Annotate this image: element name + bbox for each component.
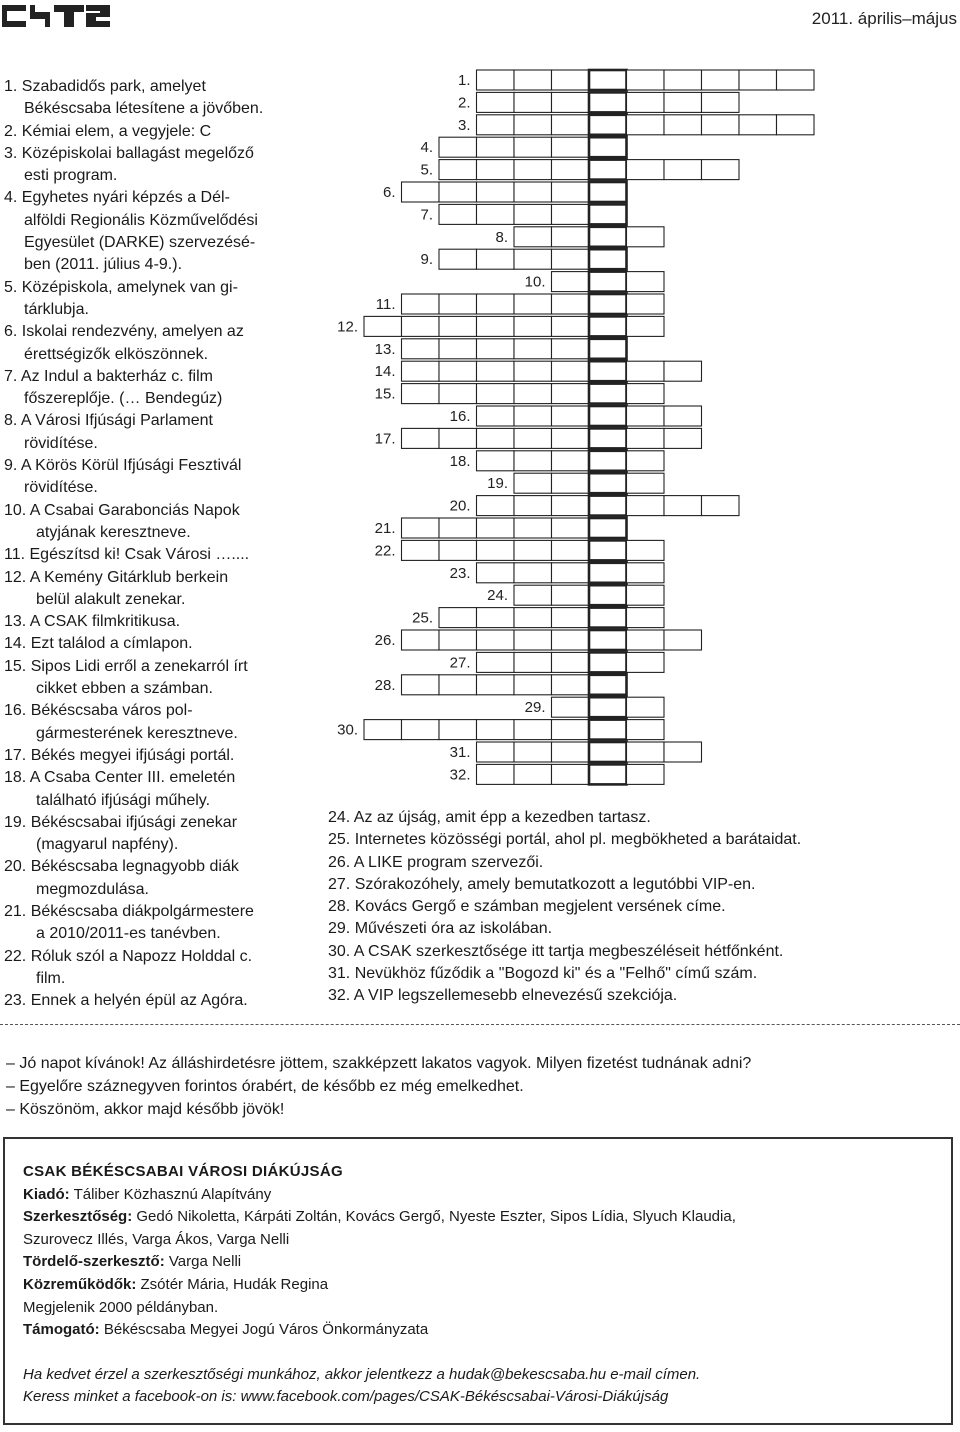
clue-left-line: 23. Ennek a helyén épül az Agóra.	[4, 992, 248, 1010]
crossword-cell[interactable]	[439, 204, 477, 224]
crossword-cell[interactable]	[514, 160, 552, 180]
crossword-cell[interactable]	[627, 428, 665, 448]
grid-row-number: 5.	[420, 161, 433, 179]
crossword-cell[interactable]	[552, 227, 590, 247]
crossword-cell[interactable]	[739, 70, 777, 90]
clue-left-line: 17. Békés megyei ifjúsági portál.	[4, 746, 235, 764]
imprint-sponsor: Támogató: Békéscsaba Megyei Jogú Város Önkormányzata	[23, 1321, 429, 1339]
crossword-cell[interactable]	[627, 451, 665, 471]
clue-left-line: 16. Békéscsaba város pol-	[4, 702, 193, 720]
clues-right	[328, 807, 948, 1008]
clue-left-line: tárklubja.	[24, 300, 89, 318]
crossword-cell[interactable]	[664, 361, 702, 381]
crossword-cell[interactable]	[477, 563, 515, 583]
crossword-cell[interactable]	[589, 563, 627, 583]
crossword-cell[interactable]	[514, 204, 552, 224]
crossword-cell[interactable]	[589, 764, 627, 784]
crossword-cell[interactable]	[514, 585, 552, 605]
grid-row-number: 28.	[374, 676, 396, 694]
clue-left-line: rövidítése.	[24, 434, 98, 452]
clue-left-line: 7. Az Indul a bakterház c. film	[4, 367, 213, 385]
crossword-cell[interactable]	[664, 160, 702, 180]
crossword-cell[interactable]	[702, 496, 740, 516]
crossword-cell[interactable]	[552, 249, 590, 269]
crossword-cell[interactable]	[552, 742, 590, 762]
imprint-box	[3, 1137, 953, 1425]
clue-right-line: 30. A CSAK szerkesztősége itt tartja megbeszéléseit hétfőnként.	[328, 942, 784, 960]
crossword-cell[interactable]	[477, 92, 515, 112]
grid-row-number: 2.	[457, 94, 471, 112]
clue-right-line: 26. A LIKE program szervezői.	[328, 853, 544, 871]
crossword-cell[interactable]	[552, 92, 590, 112]
grid-row-number: 29.	[524, 699, 546, 717]
crossword-cell[interactable]	[439, 361, 477, 381]
clue-left-line: érettségizők elköszönnek.	[24, 345, 209, 363]
crossword-cell[interactable]	[439, 428, 477, 448]
imprint-note-email: Ha kedvet érzel a szerkesztőségi munkához, akkor jelentkezz a hudak@bekescsaba.hu e-mail címen.	[23, 1365, 701, 1383]
crossword-cell[interactable]	[589, 384, 627, 404]
crossword-cell[interactable]	[477, 764, 515, 784]
crossword-cell[interactable]	[627, 406, 665, 426]
crossword-cell[interactable]	[777, 70, 815, 90]
crossword-cell[interactable]	[589, 720, 627, 740]
crossword-cell[interactable]	[402, 294, 440, 314]
crossword-cell[interactable]	[552, 272, 590, 292]
crossword-cell[interactable]	[589, 608, 627, 628]
clue-left-line: cikket ebben a számban.	[36, 680, 213, 698]
crossword-cell[interactable]	[664, 428, 702, 448]
crossword-cell[interactable]	[477, 451, 515, 471]
imprint-title: CSAK BÉKÉSCSABAI VÁROSI DIÁKÚJSÁG	[23, 1163, 343, 1180]
crossword-cell[interactable]	[664, 406, 702, 426]
clue-left-line: (magyarul napfény).	[36, 836, 179, 854]
crossword-cell[interactable]	[402, 630, 440, 650]
crossword-cell[interactable]	[627, 742, 665, 762]
crossword-cell[interactable]	[627, 115, 665, 135]
crossword-cell[interactable]	[664, 496, 702, 516]
crossword-cell[interactable]	[477, 384, 515, 404]
crossword-cell[interactable]	[627, 384, 665, 404]
crossword-cell[interactable]	[702, 115, 740, 135]
crossword-cell[interactable]	[552, 652, 590, 672]
crossword-cell[interactable]	[477, 608, 515, 628]
clue-left-line: belül alakult zenekar.	[36, 590, 186, 608]
crossword-cell[interactable]	[589, 137, 627, 157]
crossword-cell[interactable]	[552, 563, 590, 583]
crossword-cell[interactable]	[477, 182, 515, 202]
imprint-publisher: Kiadó: Táliber Közhasznú Alapítvány	[23, 1185, 272, 1203]
crossword-cell[interactable]	[589, 652, 627, 672]
crossword-cell[interactable]	[477, 160, 515, 180]
grid-row-number: 16.	[449, 408, 471, 425]
clue-left-line: 18. A Csaba Center III. emeletén	[4, 769, 236, 787]
crossword-cell[interactable]	[477, 428, 515, 448]
crossword-cell[interactable]	[552, 540, 590, 560]
crossword-cell[interactable]	[514, 137, 552, 157]
imprint-layout-editor: Tördelő-szerkesztő: Varga Nelli	[23, 1253, 242, 1271]
crossword-cell[interactable]	[552, 384, 590, 404]
grid-row-number: 17.	[374, 430, 396, 448]
crossword-cell[interactable]	[514, 540, 552, 560]
crossword-cell[interactable]	[439, 160, 477, 180]
crossword-cell[interactable]	[439, 249, 477, 269]
crossword-cell[interactable]	[477, 316, 515, 336]
crossword-cell[interactable]	[552, 675, 590, 695]
grid-row-number: 30.	[337, 721, 358, 739]
crossword-cell[interactable]	[589, 115, 627, 135]
crossword-cell[interactable]	[589, 227, 627, 247]
crossword-cell[interactable]	[664, 70, 702, 90]
crossword-cell[interactable]	[514, 630, 552, 650]
clue-left-line: 9. A Körös Körül Ifjúsági Fesztivál	[4, 457, 242, 475]
crossword-cell[interactable]	[589, 249, 627, 269]
joke-dialog	[6, 1052, 946, 1121]
crossword-cell[interactable]	[552, 204, 590, 224]
crossword-cell[interactable]	[477, 204, 515, 224]
crossword-cell[interactable]	[702, 70, 740, 90]
crossword-cell[interactable]	[477, 742, 515, 762]
grid-row-number: 12.	[337, 318, 358, 336]
clue-right-line: 25. Internetes közösségi portál, ahol pl. megbökheted a barátaidat.	[328, 831, 802, 849]
crossword-cell[interactable]	[589, 428, 627, 448]
crossword-cell[interactable]	[402, 361, 440, 381]
crossword-cell[interactable]	[589, 92, 627, 112]
grid-row-number: 18.	[449, 452, 471, 470]
crossword-cell[interactable]	[552, 764, 590, 784]
crossword-cell[interactable]	[477, 115, 515, 135]
clue-right-line: 32. A VIP legszellemesebb elnevezésű szekciója.	[328, 987, 678, 1005]
crossword-cell[interactable]	[514, 361, 552, 381]
crossword-cell[interactable]	[402, 384, 440, 404]
crossword-cell[interactable]	[627, 720, 665, 740]
crossword-cell[interactable]	[589, 697, 627, 717]
crossword-cell[interactable]	[514, 608, 552, 628]
grid-row-number: 1.	[457, 72, 471, 89]
crossword-cell[interactable]	[477, 675, 515, 695]
crossword-cell[interactable]	[552, 160, 590, 180]
crossword-cell[interactable]	[552, 451, 590, 471]
crossword-cell[interactable]	[627, 496, 665, 516]
crossword-cell[interactable]	[514, 652, 552, 672]
crossword-cell[interactable]	[627, 630, 665, 650]
grid-row-number: 9.	[420, 251, 433, 269]
crossword-cell[interactable]	[664, 115, 702, 135]
crossword-cell[interactable]	[477, 540, 515, 560]
crossword-cell[interactable]	[477, 496, 515, 516]
crossword-cell[interactable]	[477, 518, 515, 538]
crossword-cell[interactable]	[589, 294, 627, 314]
crossword-cell[interactable]	[589, 316, 627, 336]
crossword-cell[interactable]	[552, 361, 590, 381]
crossword-cell[interactable]	[664, 92, 702, 112]
clue-left-line: 5. Középiskola, amelynek van gi-	[4, 278, 238, 296]
imprint-contributors: Közreműködők: Zsótér Mária, Hudák Regina	[23, 1275, 329, 1293]
grid-row-number: 13.	[374, 340, 396, 358]
crossword-cell[interactable]	[552, 115, 590, 135]
grid-row-number: 23.	[449, 564, 471, 582]
grid-row-number: 27.	[449, 654, 471, 672]
crossword-cell[interactable]	[439, 675, 477, 695]
clue-left-line: 22. Róluk szól a Napozz Holddal c.	[4, 947, 253, 965]
crossword-cell[interactable]	[439, 137, 477, 157]
crossword-cell[interactable]	[439, 630, 477, 650]
crossword-cell[interactable]	[552, 294, 590, 314]
crossword-cell[interactable]	[589, 160, 627, 180]
clue-left-line: 4. Egyhetes nyári képzés a Dél-	[4, 189, 230, 207]
imprint-editors-cont: Szurovecz Illés, Varga Ákos, Varga Nelli	[23, 1230, 290, 1248]
crossword-cell[interactable]	[514, 675, 552, 695]
crossword-cell[interactable]	[552, 608, 590, 628]
crossword-cell[interactable]	[477, 294, 515, 314]
crossword-cell[interactable]	[589, 540, 627, 560]
clue-left-line: alföldi Regionális Közművelődési	[24, 211, 258, 229]
clue-right-line: 28. Kovács Gergő e számban megjelent versének címe.	[328, 898, 726, 916]
crossword-cell[interactable]	[589, 70, 627, 90]
crossword-cell[interactable]	[589, 204, 627, 224]
clue-left-line: rövidítése.	[24, 479, 98, 497]
grid-row-number: 7.	[420, 206, 433, 224]
crossword-cell[interactable]	[552, 182, 590, 202]
crossword-cell[interactable]	[477, 137, 515, 157]
crossword-cell[interactable]	[627, 294, 665, 314]
crossword-cell[interactable]	[552, 137, 590, 157]
crossword-cell[interactable]	[477, 720, 515, 740]
crossword-cell[interactable]	[589, 496, 627, 516]
grid-row-number: 6.	[382, 184, 396, 201]
crossword-cell[interactable]	[627, 540, 665, 560]
clue-left-line: 19. Békéscsabai ifjúsági zenekar	[4, 813, 238, 831]
clue-left-line: megmozdulása.	[36, 880, 149, 898]
grid-row-number: 31.	[449, 744, 471, 761]
clue-left-line: 3. Középiskolai ballagást megelőző	[4, 144, 254, 162]
crossword-cell[interactable]	[589, 451, 627, 471]
crossword-cell[interactable]	[627, 92, 665, 112]
crossword-cell[interactable]	[664, 630, 702, 650]
crossword-cell[interactable]	[477, 630, 515, 650]
grid-row-number: 26.	[374, 632, 396, 649]
crossword-cell[interactable]	[402, 540, 440, 560]
dialog-line: – Köszönöm, akkor majd később jövök!	[6, 1101, 285, 1118]
crossword-cell[interactable]	[514, 496, 552, 516]
crossword-cell[interactable]	[514, 182, 552, 202]
clue-right-line: 24. Az az újság, amit épp a kezedben tartasz.	[328, 809, 651, 826]
imprint-editors: Szerkesztőség: Gedó Nikoletta, Kárpáti Zoltán, Kovács Gergő, Nyeste Eszter, Sipos Lídia, Slyuch Klaudia,	[23, 1208, 736, 1226]
imprint-circulation: Megjelenik 2000 példányban.	[23, 1298, 219, 1316]
clue-left-line: 13. A CSAK filmkritikusa.	[4, 613, 181, 631]
grid-row-number: 21.	[374, 520, 396, 537]
crossword-cell[interactable]	[439, 384, 477, 404]
crossword-cell[interactable]	[477, 406, 515, 426]
crossword-cell[interactable]	[514, 294, 552, 314]
crossword-cell[interactable]	[402, 182, 440, 202]
crossword-cell[interactable]	[552, 406, 590, 426]
clue-left-line: 14. Ezt találod a címlapon.	[4, 635, 193, 653]
clue-left-line: 20. Békéscsaba legnagyobb diák	[4, 858, 239, 876]
issue-date: 2011. április–május	[811, 9, 957, 28]
crossword-cell[interactable]	[589, 585, 627, 605]
crossword-cell[interactable]	[514, 428, 552, 448]
crossword-cell[interactable]	[589, 406, 627, 426]
clue-left-line: található ifjúsági műhely.	[36, 791, 211, 809]
crossword-cell[interactable]	[627, 473, 665, 493]
grid-row-number: 4.	[420, 139, 433, 157]
clue-left-line: 21. Békéscsaba diákpolgármestere	[4, 902, 254, 920]
grid-row-number: 22.	[374, 542, 396, 560]
crossword-cell[interactable]	[439, 182, 477, 202]
crossword-cell[interactable]	[514, 316, 552, 336]
clue-left-line: 15. Sipos Lidi erről a zenekarról írt	[4, 657, 248, 675]
grid-row-number: 20.	[449, 497, 471, 515]
crossword-cell[interactable]	[514, 451, 552, 471]
dashed-divider	[0, 1024, 960, 1025]
crossword-cell[interactable]	[514, 227, 552, 247]
crossword-cell[interactable]	[552, 428, 590, 448]
crossword-cell[interactable]	[439, 720, 477, 740]
crossword-cell[interactable]	[514, 249, 552, 269]
crossword-cell[interactable]	[402, 428, 440, 448]
crossword-cell[interactable]	[777, 115, 815, 135]
crossword-cell[interactable]	[589, 473, 627, 493]
clue-left-line: 11. Egészítsd ki! Csak Városi …....	[4, 546, 250, 564]
clue-left-line: 10. A Csabai Garabonciás Napok	[4, 501, 240, 519]
clue-left-line: 1. Szabadidős park, amelyet	[4, 78, 206, 95]
clue-left-line: 6. Iskolai rendezvény, amelyen az	[4, 323, 244, 341]
crossword-cell[interactable]	[402, 675, 440, 695]
crossword-cell[interactable]	[552, 585, 590, 605]
grid-row-number: 19.	[487, 475, 508, 493]
imprint-note-facebook: Keress minket a facebook-on is: www.facebook.com/pages/CSAK-Békéscsabai-Városi-Diákújság	[23, 1388, 669, 1406]
crossword-cell[interactable]	[439, 540, 477, 560]
crossword-cell[interactable]	[552, 339, 590, 359]
crossword-cell[interactable]	[552, 496, 590, 516]
crossword-cell[interactable]	[739, 115, 777, 135]
crossword-cell[interactable]	[477, 361, 515, 381]
crossword-cell[interactable]	[439, 316, 477, 336]
clue-left-line: főszereplője. (… Bendegúz)	[24, 390, 223, 408]
crossword-cell[interactable]	[364, 316, 402, 336]
crossword-cell[interactable]	[439, 294, 477, 314]
crossword-cell[interactable]	[514, 720, 552, 740]
grid-row-number: 24.	[487, 587, 508, 605]
crossword-cell[interactable]	[589, 339, 627, 359]
crossword-cell[interactable]	[552, 316, 590, 336]
crossword-cell[interactable]	[552, 70, 590, 90]
crossword-cell[interactable]	[439, 518, 477, 538]
clue-left-line: 12. A Kemény Gitárklub berkein	[4, 568, 229, 586]
crossword-cell[interactable]	[702, 92, 740, 112]
crossword-cell[interactable]	[589, 630, 627, 650]
crossword-cell[interactable]	[627, 608, 665, 628]
crossword-cell[interactable]	[514, 563, 552, 583]
crossword-cell[interactable]	[627, 652, 665, 672]
grid-row-number: 3.	[457, 116, 471, 134]
crossword-cell[interactable]	[364, 720, 402, 740]
clue-right-line: 31. Nevükhöz fűződik a "Bogozd ki" és a "Felhő" című szám.	[328, 965, 758, 983]
crossword-cell[interactable]	[514, 92, 552, 112]
crossword-cell[interactable]	[439, 608, 477, 628]
crossword-cell[interactable]	[627, 697, 665, 717]
clue-right-line: 27. Szórakozóhely, amely bemutatkozott a legutóbbi VIP-en.	[328, 875, 756, 893]
crossword-cell[interactable]	[627, 361, 665, 381]
crossword-cell[interactable]	[589, 361, 627, 381]
crossword-cell[interactable]	[702, 160, 740, 180]
crossword-cell[interactable]	[514, 473, 552, 493]
crossword-cell[interactable]	[627, 70, 665, 90]
crossword-cell[interactable]	[589, 272, 627, 292]
clue-left-line: Békéscsaba létesítene a jövőben.	[24, 100, 264, 118]
crossword-cell[interactable]	[627, 764, 665, 784]
crossword-cell[interactable]	[552, 473, 590, 493]
clue-left-line: gármesterének keresztneve.	[36, 724, 238, 742]
crossword-cell[interactable]	[402, 518, 440, 538]
grid-row-number: 15.	[374, 385, 396, 403]
clue-right-line: 29. Művészeti óra az iskolában.	[328, 920, 553, 938]
crossword-cell[interactable]	[514, 70, 552, 90]
crossword-cell[interactable]	[627, 272, 665, 292]
crossword-cell[interactable]	[627, 227, 665, 247]
crossword-cell[interactable]	[664, 742, 702, 762]
crossword-cell[interactable]	[402, 316, 440, 336]
crossword-cell[interactable]	[627, 316, 665, 336]
crossword-cell[interactable]	[627, 563, 665, 583]
grid-row-number: 32.	[449, 766, 471, 784]
clue-left-line: atyjának keresztneve.	[36, 523, 191, 541]
clue-left-line: a 2010/2011-es tanévben.	[36, 925, 221, 943]
clue-left-line: esti program.	[24, 167, 118, 185]
crossword-cell[interactable]	[627, 585, 665, 605]
crossword-cell[interactable]	[514, 384, 552, 404]
clue-left-line: 2. Kémiai elem, a vegyjele: C	[4, 122, 212, 140]
crossword-cell[interactable]	[552, 720, 590, 740]
crossword-cell[interactable]	[552, 630, 590, 650]
grid-row-number: 14.	[374, 363, 396, 381]
grid-row-number: 25.	[412, 609, 433, 627]
grid-row-number: 10.	[524, 273, 546, 291]
crossword-cell[interactable]	[402, 720, 440, 740]
crossword-cell[interactable]	[627, 160, 665, 180]
crossword-cell[interactable]	[514, 742, 552, 762]
crossword-cell[interactable]	[514, 764, 552, 784]
crossword-cell[interactable]	[589, 742, 627, 762]
crossword-cell[interactable]	[552, 518, 590, 538]
crossword-cell[interactable]	[589, 518, 627, 538]
crossword-cell[interactable]	[477, 652, 515, 672]
crossword-cell[interactable]	[589, 182, 627, 202]
crossword-cell[interactable]	[514, 406, 552, 426]
crossword-cell[interactable]	[402, 339, 440, 359]
crossword-cell[interactable]	[477, 249, 515, 269]
grid-row-number: 11.	[375, 296, 396, 313]
clue-left-line: ben (2011. július 4-9.).	[24, 256, 183, 274]
crossword-cell[interactable]	[552, 697, 590, 717]
crossword-cell[interactable]	[589, 675, 627, 695]
dialog-line: – Jó napot kívánok! Az álláshirdetésre jöttem, szakképzett lakatos vagyok. Milyen fizetést tudnának adni?	[6, 1055, 752, 1072]
clue-left-line: film.	[36, 969, 66, 987]
crossword-cell[interactable]	[514, 518, 552, 538]
clue-left-line: Egyesület (DARKE) szervezésé-	[24, 234, 256, 252]
crossword-cell[interactable]	[514, 115, 552, 135]
grid-row-number: 8.	[495, 228, 508, 246]
crossword-cell[interactable]	[514, 339, 552, 359]
crossword-cell[interactable]	[477, 70, 515, 90]
crossword-cell[interactable]	[439, 339, 477, 359]
clue-left-line: 8. A Városi Ifjúsági Parlament	[4, 412, 213, 430]
crossword-cell[interactable]	[477, 339, 515, 359]
dialog-line: – Egyelőre száznegyven forintos órabért, de később ez még emelkedhet.	[6, 1078, 524, 1095]
